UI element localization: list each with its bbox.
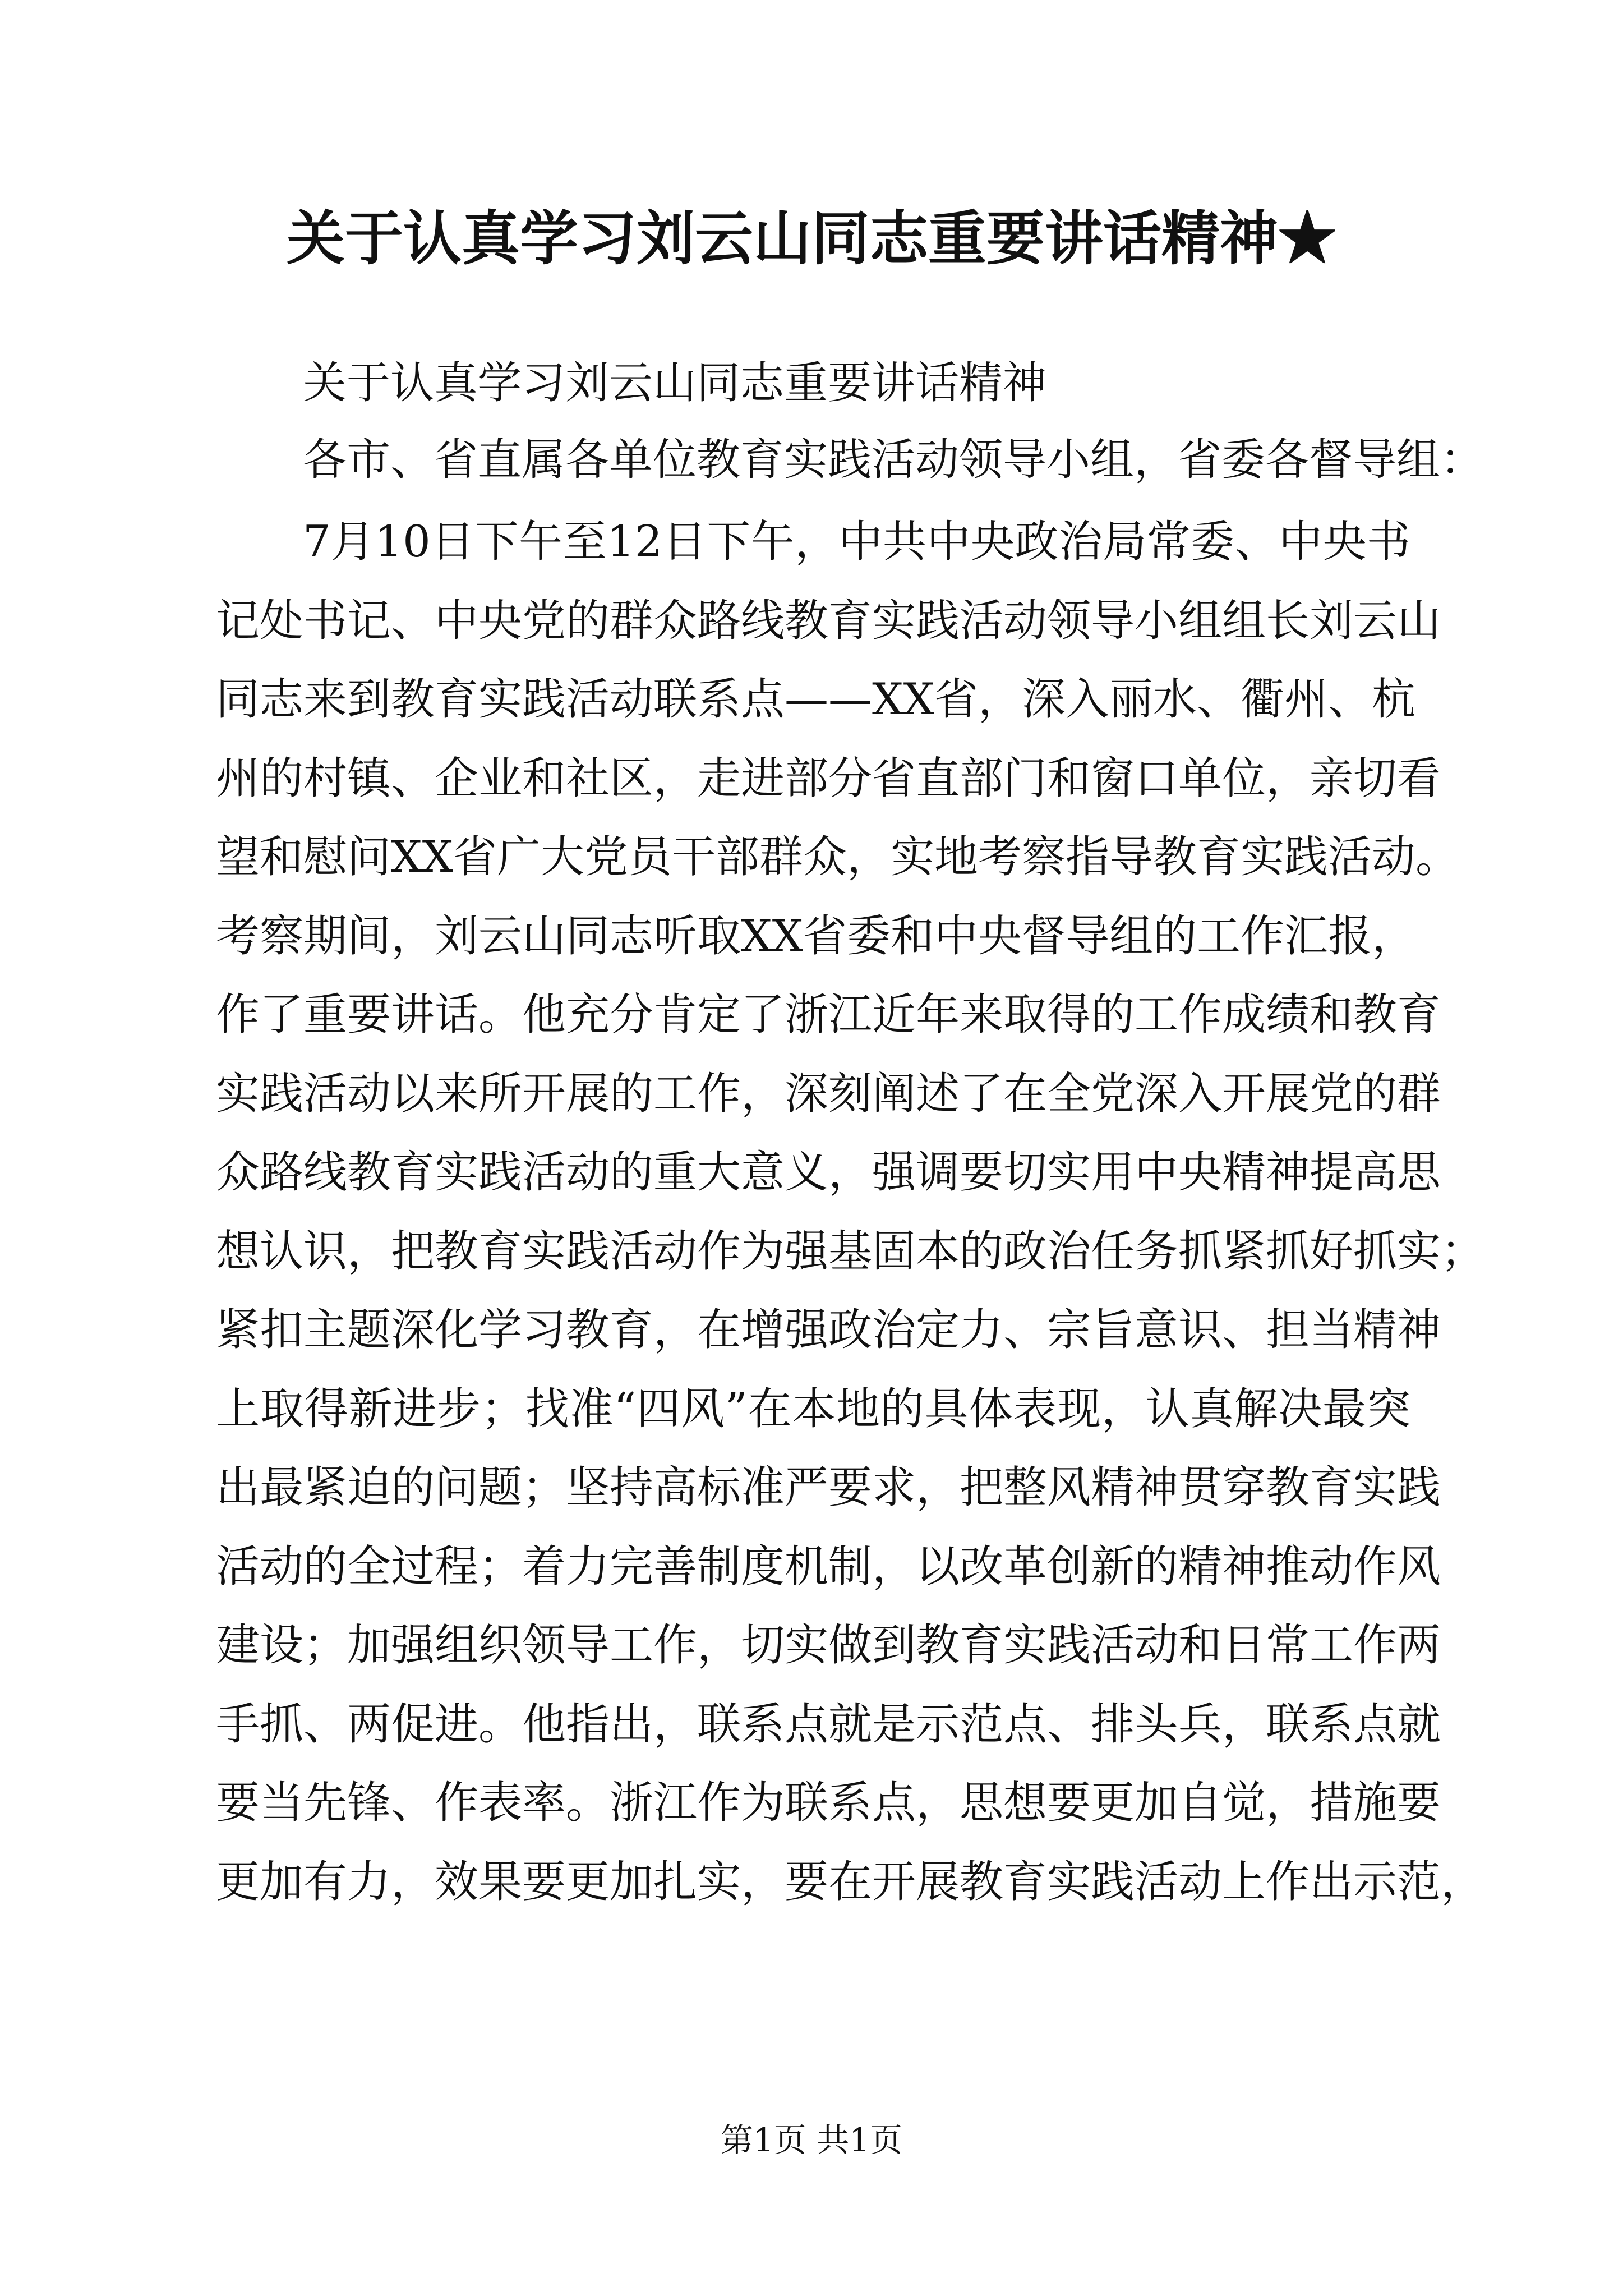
document-subtitle: 关于认真学习刘云山同志重要讲话精神 — [303, 358, 1047, 408]
body-line: 上取得新进步；找准“四风”在本地的具体表现，认真解决最突 — [216, 1383, 1410, 1434]
body-line: 要当先锋、作表率。浙江作为联系点，思想要更加自觉，措施要 — [216, 1778, 1441, 1828]
body-paragraph — [216, 503, 1485, 1921]
body-line: 望和慰问XX省广大党员干部群众，实地考察指导教育实践活动。 — [216, 832, 1460, 882]
body-line: 手抓、两促进。他指出，联系点就是示范点、排头兵，联系点就 — [216, 1699, 1441, 1750]
page-footer: 第1页 共1页 — [720, 2121, 903, 2159]
body-line: 活动的全过程；着力完善制度机制，以改革创新的精神推动作风 — [216, 1541, 1441, 1592]
body-line: 州的村镇、企业和社区，走进部分省直部门和窗口单位，亲切看 — [216, 753, 1441, 804]
body-line: 记处书记、中央党的群众路线教育实践活动领导小组组长刘云山 — [216, 595, 1441, 646]
document-title: 关于认真学习刘云山同志重要讲话精神★ — [286, 204, 1336, 273]
body-line: 更加有力，效果要更加扎实，要在开展教育实践活动上作出示范， — [216, 1856, 1485, 1907]
body-line: 众路线教育实践活动的重大意义，强调要切实用中央精神提高思 — [216, 1147, 1441, 1198]
body-line: 想认识，把教育实践活动作为强基固本的政治任务抓紧抓好抓实； — [216, 1226, 1485, 1277]
body-line: 同志来到教育实践活动联系点——XX省，深入丽水、衢州、杭 — [216, 674, 1416, 725]
body-line: 作了重要讲话。他充分肯定了浙江近年来取得的工作成绩和教育 — [216, 990, 1441, 1040]
body-line: 出最紧迫的问题；坚持高标准严要求，把整风精神贯穿教育实践 — [216, 1462, 1441, 1513]
body-line: 考察期间，刘云山同志听取XX省委和中央督导组的工作汇报， — [216, 910, 1416, 961]
body-line: 实践活动以来所开展的工作，深刻阐述了在全党深入开展党的群 — [216, 1068, 1441, 1119]
salutation-line: 各市、省直属各单位教育实践活动领导小组，省委各督导组： — [303, 435, 1484, 485]
body-line: 紧扣主题深化学习教育，在增强政治定力、宗旨意识、担当精神 — [216, 1305, 1441, 1355]
body-line: 建设；加强组织领导工作，切实做到教育实践活动和日常工作两 — [216, 1620, 1441, 1671]
body-line: 7月10日下午至12日下午，中共中央政治局常委、中央书 — [303, 517, 1410, 567]
